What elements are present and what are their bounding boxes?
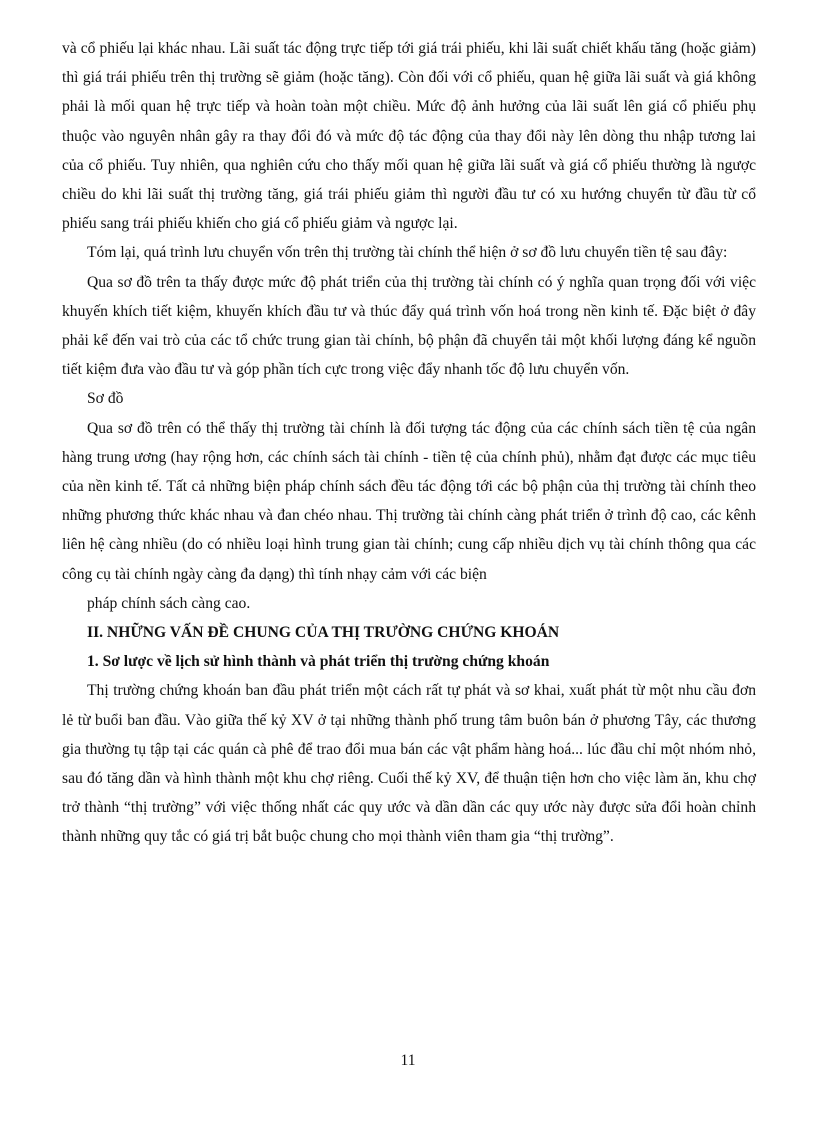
- subsection-heading: 1. Sơ lược về lịch sử hình thành và phát triển thị trường chứng khoán: [87, 653, 550, 671]
- paragraph-history: Thị trường chứng khoán ban đầu phát triển một cách rất tự phát và sơ khai, xuất phát từ một nhu cầu đơn lẻ từ buổi ban đầu. Vào giữa thế kỷ XV ở tại những thành phố trung tâm buôn bán ở phương Tây, các thương gia thường tụ tập tại các quán cà phê để trao đổi mua bán các vật phẩm hàng hoá... lúc đầu chỉ một nhóm nhỏ, sau đó tăng dần và hình thành một khu chợ riêng. Cuối thế kỷ XV, để thuận tiện hơn cho việc làm ăn, khu chợ trở thành “thị trường” với việc thống nhất các quy ước và dần dần các quy ước này được sửa đổi hoàn chỉnh thành những quy tắc có giá trị bắt buộc chung cho mọi thành viên tham gia “thị trường”.: [62, 682, 756, 846]
- paragraph-interest-rate: và cổ phiếu lại khác nhau. Lãi suất tác động trực tiếp tới giá trái phiếu, khi lãi suất chiết khấu tăng (hoặc giảm) thì giá trái phiếu trên thị trường sẽ giảm (hoặc tăng). Còn đối với cổ phiếu, quan hệ giữa lãi suất và giá không phải là mối quan hệ trực tiếp và hoàn toàn một chiều. Mức độ ảnh hưởng của lãi suất lên giá cổ phiếu phụ thuộc vào nguyên nhân gây ra thay đổi đó và mức độ tác động của thay đổi này lên dòng thu nhập tương lai của cổ phiếu. Tuy nhiên, qua nghiên cứu cho thấy mối quan hệ giữa lãi suất và giá cổ phiếu thường là ngược chiều do khi lãi suất thị trường tăng, giá trái phiếu giảm thì người đầu tư có xu hướng chuyển từ đầu từ cổ phiếu sang trái phiếu khiến cho giá cổ phiếu giảm và ngược lại.: [62, 40, 756, 233]
- paragraph-market-development: Qua sơ đồ trên ta thấy được mức độ phát triển của thị trường tài chính có ý nghĩa quan trọng đối với việc khuyến khích tiết kiệm, khuyến khích đầu tư và thúc đẩy quá trình vốn hoá trong nền kinh tế. Đặc biệt ở đây phải kể đến vai trò của các tổ chức trung gian tài chính, bộ phận đã chuyển tải một khối lượng đáng kể nguồn tiết kiệm đưa vào đầu tư và góp phần tích cực trong việc đẩy nhanh tốc độ lưu chuyển vốn.: [62, 273, 756, 379]
- document-page: [62, 34, 756, 852]
- diagram-caption: Sơ đồ: [87, 390, 124, 408]
- paragraph-summary: Tóm lại, quá trình lưu chuyển vốn trên thị trường tài chính thể hiện ở sơ đồ lưu chuyển tiền tệ sau đây:: [87, 244, 728, 262]
- paragraph-policy-end: pháp chính sách càng cao.: [87, 594, 251, 612]
- section-heading: II. NHỮNG VẤN ĐỀ CHUNG CỦA THỊ TRƯỜNG CHỨNG KHOÁN: [87, 624, 560, 642]
- page-number: 11: [400, 1052, 416, 1069]
- paragraph-monetary-policy: Qua sơ đồ trên có thể thấy thị trường tài chính là đối tượng tác động của các chính sách tiền tệ của ngân hàng trung ương (hay rộng hơn, các chính sách tài chính - tiền tệ của chính phủ), nhằm đạt được các mục tiêu của nền kinh tế. Tất cả những biện pháp chính sách đều tác động tới các bộ phận của thị trường tài chính theo những phương thức khác nhau và đan chéo nhau. Thị trường tài chính càng phát triển ở trình độ cao, các kênh liên hệ càng nhiều (do có nhiều loại hình trung gian tài chính; cung cấp nhiều dịch vụ tài chính thông qua các công cụ tài chính ngày càng đa dạng) thì tính nhạy cảm với các biện: [62, 419, 756, 583]
